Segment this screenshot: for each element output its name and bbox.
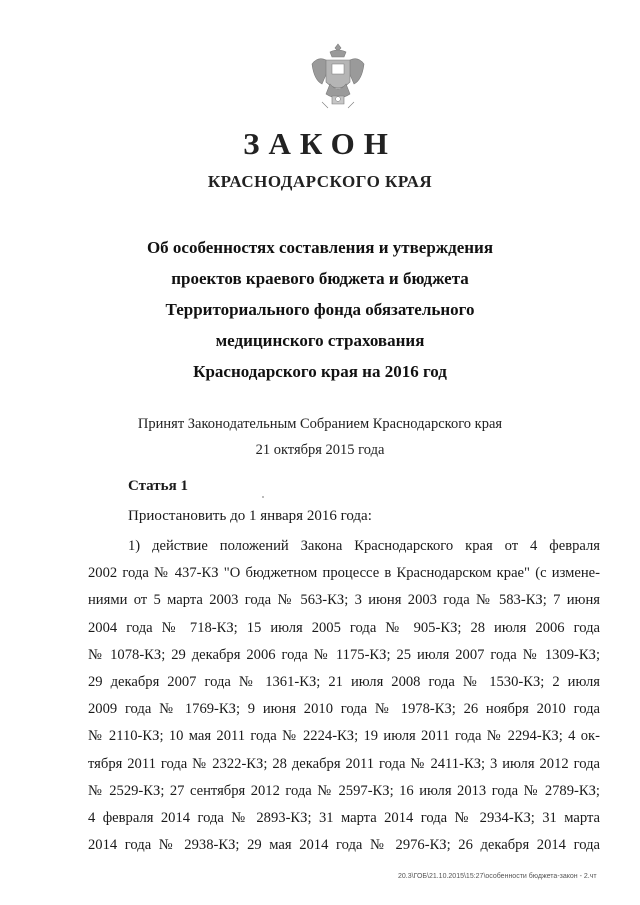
law-heading: ЗАКОН [243, 126, 397, 161]
body-line: тября 2011 года № 2322-КЗ; 28 декабря 2011 года № 2411-КЗ; 3 июля 2012 года [88, 755, 600, 772]
body-line: 29 декабря 2007 года № 1361-КЗ; 21 июля 2008 года № 1530-КЗ; 2 июля [88, 674, 600, 691]
law-title-line: проектов краевого бюджета и бюджета [171, 269, 469, 288]
adoption-date: 21 октября 2015 года [255, 442, 385, 458]
body-line: 1) действие положений Закона Краснодарского края от 4 февраля [128, 538, 600, 554]
adoption-line: Принят Законодательным Собранием Краснодарского края [137, 416, 503, 432]
adoption-note [0, 411, 640, 463]
region-heading: КРАСНОДАРСКОГО КРАЯ [207, 172, 433, 191]
coat-of-arms-emblem [308, 42, 368, 110]
scan-speck [262, 496, 264, 498]
body-line: ниями от 5 марта 2003 года № 563-КЗ; 3 июня 2003 года № 583-КЗ; 7 июня [88, 592, 600, 609]
body-line: 2014 года № 2938-КЗ; 29 мая 2014 года № 2976-КЗ; 26 декабря 2014 года [88, 837, 600, 854]
law-title-line: Территориального фонда обязательного [165, 300, 475, 319]
file-path-footer: 20.3\ГОБ\21.10.2015\15:27\особенности бюджета-закон - 2.чт [398, 873, 597, 880]
law-title-line: Об особенностях составления и утверждения [146, 238, 494, 257]
article-heading: Статья 1 [128, 478, 188, 494]
law-title-line: медицинского страхования [215, 331, 425, 350]
body-line: № 2529-КЗ; 27 сентября 2012 года № 2597-КЗ; 16 июля 2013 года № 2789-КЗ; [88, 782, 600, 799]
law-title-line: Краснодарского края на 2016 год [193, 362, 447, 381]
article-body [88, 533, 600, 859]
body-line: 4 февраля 2014 года № 2893-КЗ; 31 марта 2014 года № 2934-КЗ; 31 марта [88, 810, 600, 827]
body-line: 2009 года № 1769-КЗ; 9 июня 2010 года № 1978-КЗ; 26 ноября 2010 года [88, 701, 600, 718]
law-title [0, 232, 640, 387]
body-line: 2004 года № 718-КЗ; 15 июля 2005 года № 905-КЗ; 28 июля 2006 года [88, 619, 600, 636]
body-line: № 2110-КЗ; 10 мая 2011 года № 2224-КЗ; 19 июля 2011 года № 2294-КЗ; 4 ок- [88, 728, 600, 745]
body-line: № 1078-КЗ; 29 декабря 2006 года № 1175-КЗ; 25 июля 2007 года № 1309-КЗ; [88, 646, 600, 663]
body-line: 2002 года № 437-КЗ "О бюджетном процессе в Краснодарском крае" (с измене- [88, 565, 600, 582]
article-intro: Приостановить до 1 января 2016 года: [128, 508, 372, 524]
